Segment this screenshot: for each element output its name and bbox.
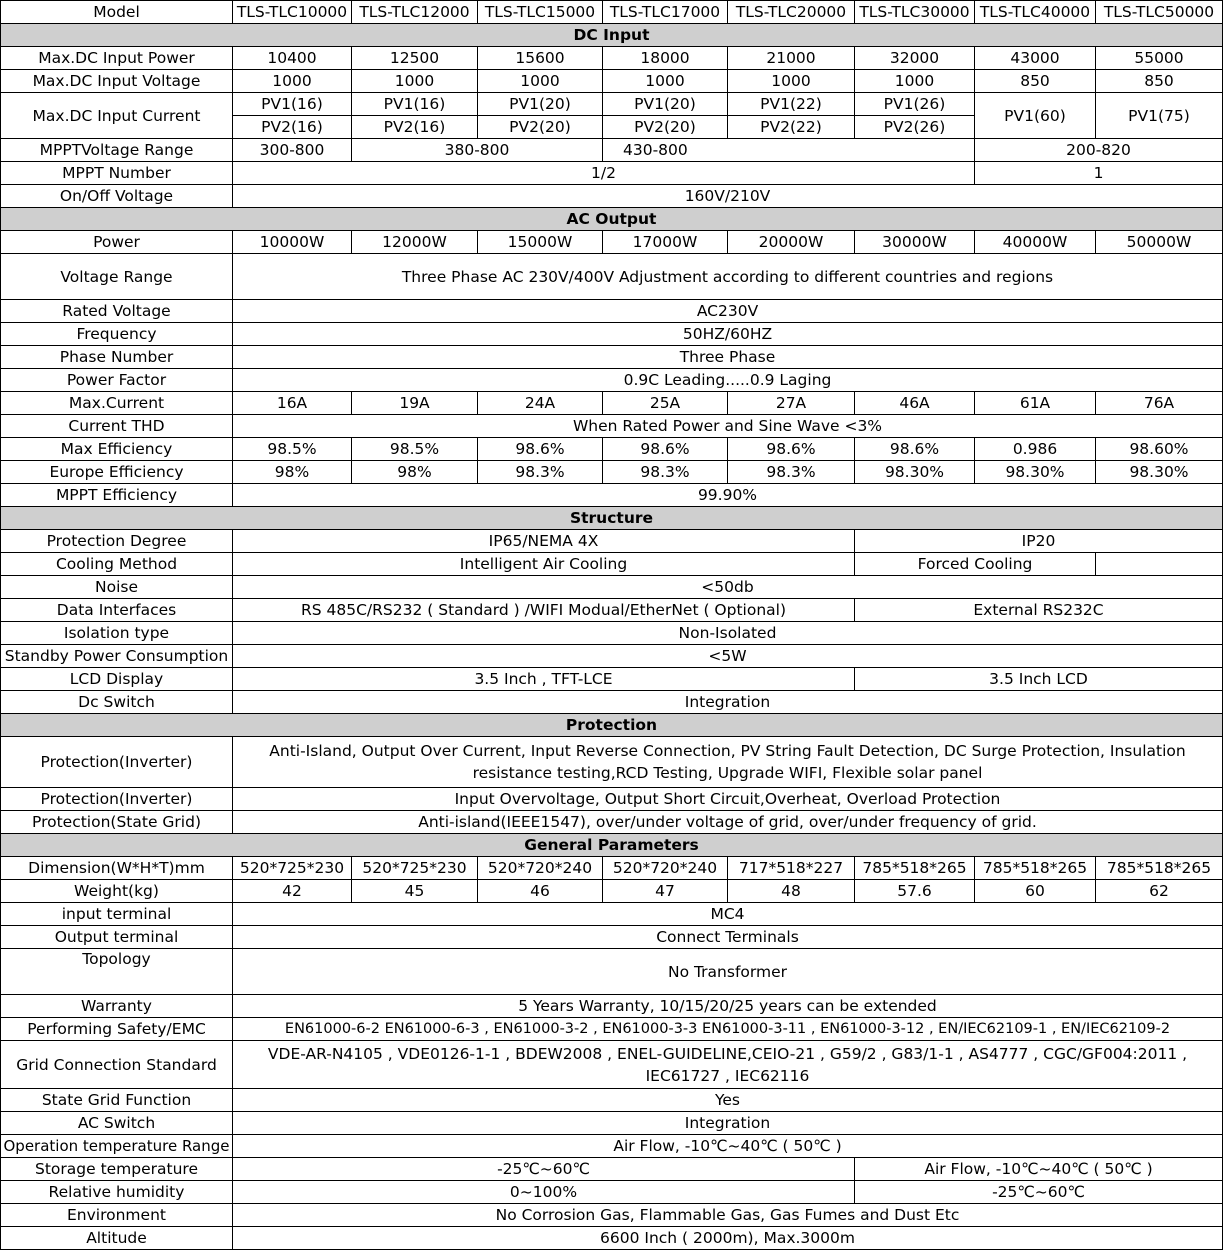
row-label: MPPTVoltage Range: [1, 139, 233, 162]
cell-value: 32000: [855, 47, 975, 70]
table-row: [1, 1112, 1223, 1135]
section-title-protection: Protection: [1, 714, 1223, 737]
table-row: [1, 139, 1223, 162]
table-row: [1, 1158, 1223, 1181]
row-label: Protection(State Grid): [1, 811, 233, 834]
row-label: MPPT Number: [1, 162, 233, 185]
cell-value: 98.6%: [728, 438, 855, 461]
cell-value: 430-800: [603, 139, 975, 162]
cell-value: IP20: [855, 530, 1223, 553]
cell-value: PV1(75): [1096, 93, 1223, 139]
row-label: Protection Degree: [1, 530, 233, 553]
cell-value: 16A: [233, 392, 352, 415]
cell-value: 98.5%: [352, 438, 478, 461]
table-row: [1, 162, 1223, 185]
model-name: TLS-TLC15000: [478, 1, 603, 24]
cell-value: 98.6%: [855, 438, 975, 461]
table-row: [1, 949, 1223, 995]
section-title-structure: Structure: [1, 507, 1223, 530]
section-header-row: [1, 208, 1223, 231]
row-label: Model: [1, 1, 233, 24]
cell-value: 1000: [728, 70, 855, 93]
cell-value: 98%: [352, 461, 478, 484]
model-name: TLS-TLC17000: [603, 1, 728, 24]
cell-value: 15600: [478, 47, 603, 70]
cell-value: 30000W: [855, 231, 975, 254]
row-label: Protection(Inverter): [1, 788, 233, 811]
section-title-ac-output: AC Output: [1, 208, 1223, 231]
row-label: Max.DC Input Voltage: [1, 70, 233, 93]
row-label: Output terminal: [1, 926, 233, 949]
row-label: Dc Switch: [1, 691, 233, 714]
model-name: TLS-TLC10000: [233, 1, 352, 24]
table-row: [1, 1041, 1223, 1089]
row-label: Warranty: [1, 995, 233, 1018]
table-row: [1, 438, 1223, 461]
cell-value: 785*518*265: [1096, 857, 1223, 880]
cell-value: 17000W: [603, 231, 728, 254]
cell-value: 1000: [855, 70, 975, 93]
table-row: [1, 1227, 1223, 1250]
section-header-row: [1, 834, 1223, 857]
row-label: Power Factor: [1, 369, 233, 392]
row-label: Max.DC Input Power: [1, 47, 233, 70]
cell-value: 24A: [478, 392, 603, 415]
cell-value: 520*725*230: [352, 857, 478, 880]
model-name: TLS-TLC40000: [975, 1, 1096, 24]
cell-value: 10400: [233, 47, 352, 70]
cell-value: 380-800: [352, 139, 603, 162]
cell-value: 0~100%: [233, 1181, 855, 1204]
cell-value: 40000W: [975, 231, 1096, 254]
cell-value: 98.30%: [855, 461, 975, 484]
row-label: LCD Display: [1, 668, 233, 691]
cell-value: 1000: [603, 70, 728, 93]
table-row: [1, 737, 1223, 788]
table-row: [1, 415, 1223, 438]
row-label: Grid Connection Standard: [1, 1041, 233, 1089]
table-row: [1, 323, 1223, 346]
section-header-row: [1, 507, 1223, 530]
row-label: Frequency: [1, 323, 233, 346]
row-label: Power: [1, 231, 233, 254]
row-label: Max.DC Input Current: [1, 93, 233, 139]
cell-value: 850: [1096, 70, 1223, 93]
model-row: [1, 1, 1223, 24]
row-label: Data Interfaces: [1, 599, 233, 622]
cell-value: -25℃~60℃: [855, 1181, 1223, 1204]
cell-value: 98.3%: [728, 461, 855, 484]
table-row: [1, 668, 1223, 691]
cell-value: 12000W: [352, 231, 478, 254]
table-row: [1, 254, 1223, 300]
row-label: Standby Power Consumption: [1, 645, 233, 668]
row-label: input terminal: [1, 903, 233, 926]
row-label: Current THD: [1, 415, 233, 438]
row-label: Cooling Method: [1, 553, 233, 576]
cell-value: -25℃~60℃: [233, 1158, 855, 1181]
cell-value: PV2(16): [352, 116, 478, 139]
cell-value: 50000W: [1096, 231, 1223, 254]
cell-value: 0.986: [975, 438, 1096, 461]
table-row: [1, 392, 1223, 415]
cell-value: 98.3%: [478, 461, 603, 484]
cell-value: 21000: [728, 47, 855, 70]
cell-value: 18000: [603, 47, 728, 70]
table-row: [1, 70, 1223, 93]
row-label: Performing Safety/EMC: [1, 1018, 233, 1041]
table-row: [1, 691, 1223, 714]
table-row: [1, 369, 1223, 392]
cell-value: PV1(20): [603, 93, 728, 116]
cell-value: 1: [975, 162, 1223, 185]
cell-value: 160V/210V: [233, 185, 1223, 208]
cell-value: 3.5 Inch , TFT-LCE: [233, 668, 855, 691]
cell-value: VDE-AR-N4105 , VDE0126-1-1 , BDEW2008 , ENEL-GUIDELINE,CEIO-21 , G59/2 , G83/1-1 , AS4777 , CGC/GF004:2011 , IEC61727 , IEC62116: [233, 1041, 1223, 1089]
cell-value: EN61000-6-2 EN61000-6-3 , EN61000-3-2 , EN61000-3-3 EN61000-3-11 , EN61000-3-12 , EN/IEC62109-1 , EN/IEC62109-2: [233, 1018, 1223, 1041]
cell-value: Input Overvoltage, Output Short Circuit,Overheat, Overload Protection: [233, 788, 1223, 811]
cell-value: IP65/NEMA 4X: [233, 530, 855, 553]
table-row: [1, 530, 1223, 553]
cell-value: 98.3%: [603, 461, 728, 484]
table-row: [1, 995, 1223, 1018]
row-label: Relative humidity: [1, 1181, 233, 1204]
cell-value: 60: [975, 880, 1096, 903]
cell-value: 15000W: [478, 231, 603, 254]
cell-value: 98.30%: [1096, 461, 1223, 484]
cell-value: 1000: [478, 70, 603, 93]
cell-value: 717*518*227: [728, 857, 855, 880]
table-row: [1, 1204, 1223, 1227]
row-label: Phase Number: [1, 346, 233, 369]
table-row: [1, 47, 1223, 70]
cell-value: 46: [478, 880, 603, 903]
cell-value: 27A: [728, 392, 855, 415]
cell-value: 62: [1096, 880, 1223, 903]
cell-value: PV2(20): [478, 116, 603, 139]
table-row: [1, 1089, 1223, 1112]
cell-value: MC4: [233, 903, 1223, 926]
cell-value: 12500: [352, 47, 478, 70]
cell-value: 48: [728, 880, 855, 903]
table-row: [1, 622, 1223, 645]
row-label: Weight(kg): [1, 880, 233, 903]
cell-value: 19A: [352, 392, 478, 415]
table-row: [1, 599, 1223, 622]
cell-value: No Corrosion Gas, Flammable Gas, Gas Fumes and Dust Etc: [233, 1204, 1223, 1227]
section-header-row: [1, 24, 1223, 47]
row-label: Dimension(W*H*T)mm: [1, 857, 233, 880]
model-name: TLS-TLC20000: [728, 1, 855, 24]
table-row: [1, 576, 1223, 599]
cell-value: 3.5 Inch LCD: [855, 668, 1223, 691]
cell-value: PV1(22): [728, 93, 855, 116]
row-label: Storage temperature: [1, 1158, 233, 1181]
cell-value: PV2(20): [603, 116, 728, 139]
cell-value: 850: [975, 70, 1096, 93]
cell-value: 25A: [603, 392, 728, 415]
cell-value: PV2(16): [233, 116, 352, 139]
cell-value: External RS232C: [855, 599, 1223, 622]
section-title-dc-input: DC Input: [1, 24, 1223, 47]
table-row: [1, 811, 1223, 834]
row-label: Max.Current: [1, 392, 233, 415]
row-label: Isolation type: [1, 622, 233, 645]
cell-value: 99.90%: [233, 484, 1223, 507]
row-label: MPPT Efficiency: [1, 484, 233, 507]
table-row: [1, 1181, 1223, 1204]
section-header-row: [1, 714, 1223, 737]
cell-value: 1000: [352, 70, 478, 93]
row-label: Altitude: [1, 1227, 233, 1250]
row-label: On/Off Voltage: [1, 185, 233, 208]
cell-value: 520*720*240: [478, 857, 603, 880]
cell-value: 57.6: [855, 880, 975, 903]
cell-value: PV2(26): [855, 116, 975, 139]
cell-value: Non-Isolated: [233, 622, 1223, 645]
cell-value: 520*720*240: [603, 857, 728, 880]
cell-value: 1000: [233, 70, 352, 93]
cell-value: 5 Years Warranty, 10/15/20/25 years can be extended: [233, 995, 1223, 1018]
cell-value: AC230V: [233, 300, 1223, 323]
cell-value: 10000W: [233, 231, 352, 254]
cell-value: 6600 Inch ( 2000m), Max.3000m: [233, 1227, 1223, 1250]
cell-value: 785*518*265: [975, 857, 1096, 880]
cell-value: Integration: [233, 691, 1223, 714]
table-row: [1, 553, 1223, 576]
table-row: [1, 231, 1223, 254]
cell-value: When Rated Power and Sine Wave <3%: [233, 415, 1223, 438]
cell-value: 300-800: [233, 139, 352, 162]
cell-value: 98%: [233, 461, 352, 484]
row-label: Environment: [1, 1204, 233, 1227]
row-label: Noise: [1, 576, 233, 599]
cell-value: Three Phase AC 230V/400V Adjustment according to different countries and regions: [233, 254, 1223, 300]
cell-value: 50HZ/60HZ: [233, 323, 1223, 346]
cell-value: 520*725*230: [233, 857, 352, 880]
cell-value: Anti-island(IEEE1547), over/under voltage of grid, over/under frequency of grid.: [233, 811, 1223, 834]
cell-value: 98.6%: [603, 438, 728, 461]
cell-value: No Transformer: [233, 949, 1223, 995]
table-row: [1, 461, 1223, 484]
row-label: AC Switch: [1, 1112, 233, 1135]
model-name: TLS-TLC50000: [1096, 1, 1223, 24]
row-label: Topology: [1, 949, 233, 995]
table-row: [1, 1018, 1223, 1041]
cell-value: 42: [233, 880, 352, 903]
table-row: [1, 857, 1223, 880]
cell-value: 76A: [1096, 392, 1223, 415]
table-row: [1, 788, 1223, 811]
table-row: [1, 880, 1223, 903]
cell-value: Anti-Island, Output Over Current, Input Reverse Connection, PV String Fault Detection, DC Surge Protection, Insulation resistance testing,RCD Testing, Upgrade WIFI, Flexible solar panel: [233, 737, 1223, 788]
cell-value: 98.6%: [478, 438, 603, 461]
cell-value: Yes: [233, 1089, 1223, 1112]
table-row: [1, 1135, 1223, 1158]
table-row: [1, 926, 1223, 949]
cell-value: Three Phase: [233, 346, 1223, 369]
cell-value: PV1(16): [352, 93, 478, 116]
empty-cell: [1096, 553, 1223, 576]
row-label: Rated Voltage: [1, 300, 233, 323]
cell-value: PV2(22): [728, 116, 855, 139]
cell-value: 785*518*265: [855, 857, 975, 880]
cell-value: 45: [352, 880, 478, 903]
cell-value: 98.60%: [1096, 438, 1223, 461]
cell-value: 1/2: [233, 162, 975, 185]
table-row: [1, 300, 1223, 323]
cell-value: Integration: [233, 1112, 1223, 1135]
cell-value: PV1(60): [975, 93, 1096, 139]
table-row: [1, 93, 1223, 116]
table-row: [1, 484, 1223, 507]
cell-value: 200-820: [975, 139, 1223, 162]
cell-value: 47: [603, 880, 728, 903]
row-label: Voltage Range: [1, 254, 233, 300]
cell-value: 0.9C Leading.....0.9 Laging: [233, 369, 1223, 392]
cell-value: 55000: [1096, 47, 1223, 70]
cell-value: Connect Terminals: [233, 926, 1223, 949]
cell-value: PV1(26): [855, 93, 975, 116]
model-name: TLS-TLC12000: [352, 1, 478, 24]
cell-value: Intelligent Air Cooling: [233, 553, 855, 576]
cell-value: PV1(20): [478, 93, 603, 116]
row-label: Operation temperature Range: [1, 1135, 233, 1158]
cell-value: 20000W: [728, 231, 855, 254]
cell-value: <50db: [233, 576, 1223, 599]
table-row: [1, 903, 1223, 926]
cell-value: 46A: [855, 392, 975, 415]
cell-value: Forced Cooling: [855, 553, 1096, 576]
table-row: [1, 185, 1223, 208]
table-row: [1, 346, 1223, 369]
cell-value: 43000: [975, 47, 1096, 70]
cell-value: Air Flow, -10℃~40℃ ( 50℃ ): [855, 1158, 1223, 1181]
row-label: Europe Efficiency: [1, 461, 233, 484]
cell-value: 98.30%: [975, 461, 1096, 484]
row-label: Protection(Inverter): [1, 737, 233, 788]
model-name: TLS-TLC30000: [855, 1, 975, 24]
section-title-general: General Parameters: [1, 834, 1223, 857]
row-label: Max Efficiency: [1, 438, 233, 461]
cell-value: Air Flow, -10℃~40℃ ( 50℃ ): [233, 1135, 1223, 1158]
cell-value: 61A: [975, 392, 1096, 415]
cell-value: PV1(16): [233, 93, 352, 116]
table-row: [1, 645, 1223, 668]
cell-value: RS 485C/RS232 ( Standard ) /WIFI Modual/EtherNet ( Optional): [233, 599, 855, 622]
row-label: State Grid Function: [1, 1089, 233, 1112]
cell-value: 98.5%: [233, 438, 352, 461]
cell-value: <5W: [233, 645, 1223, 668]
